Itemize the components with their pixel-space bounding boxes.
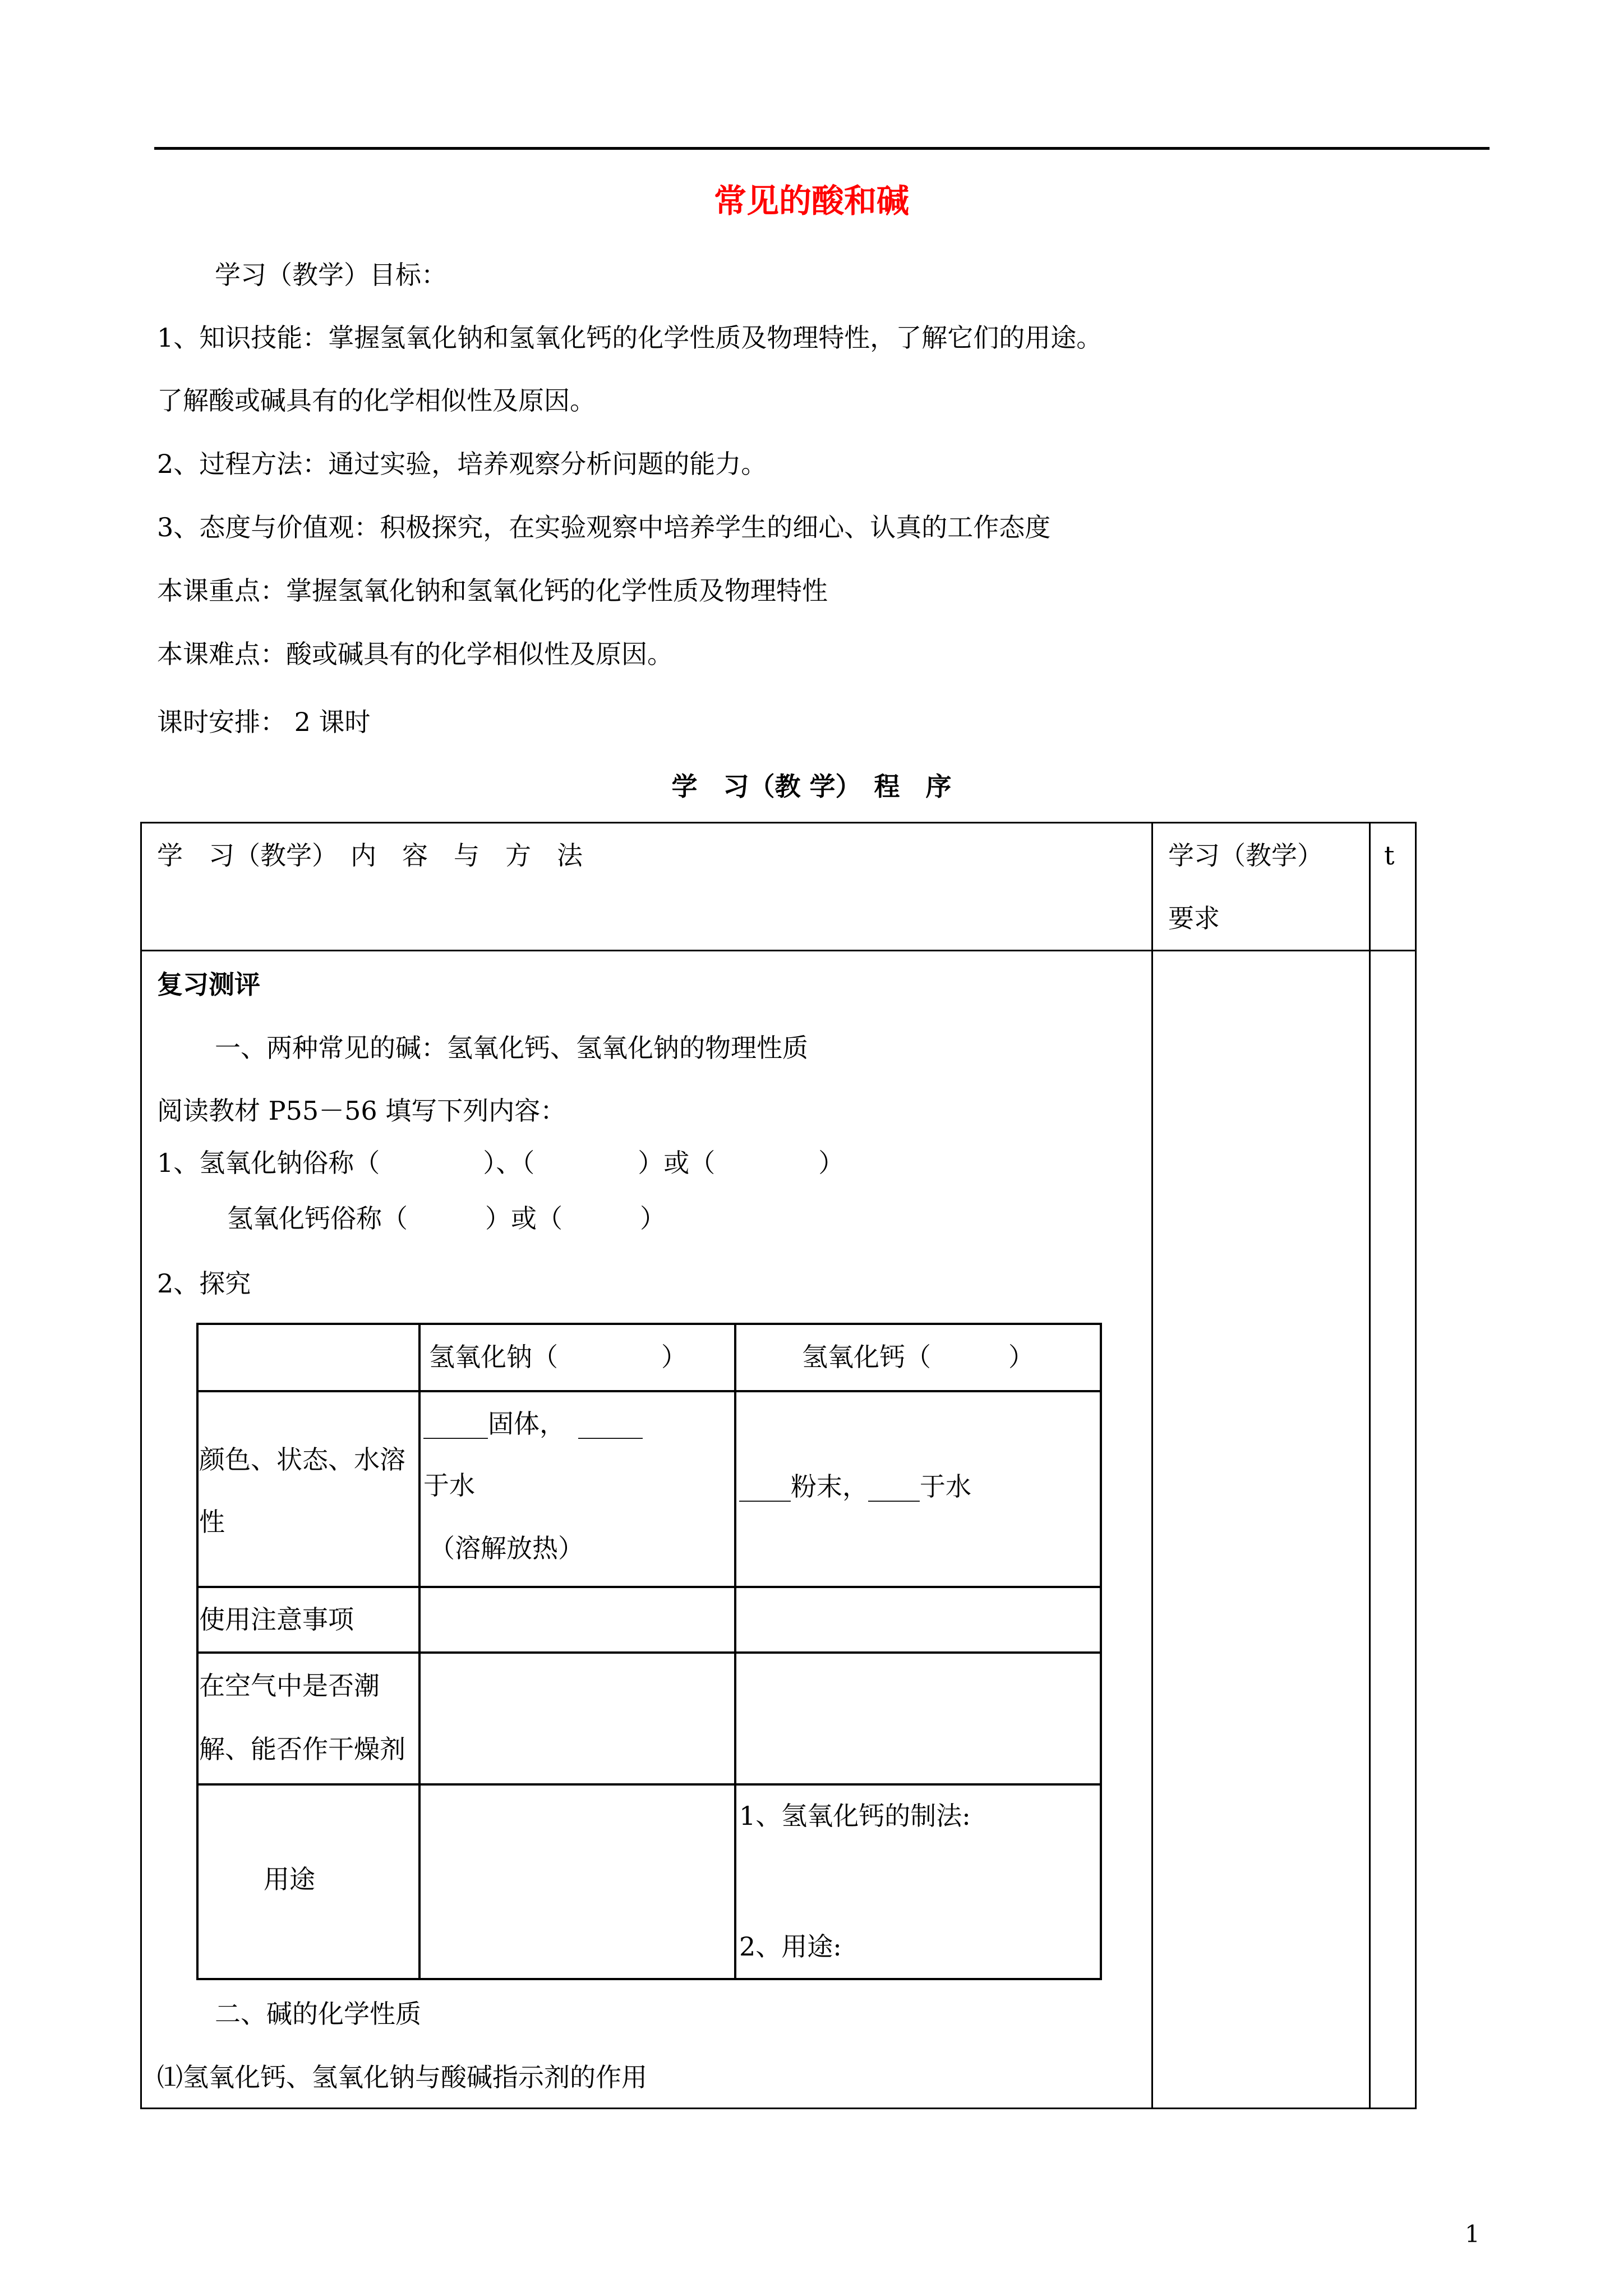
- question-caoh-names: 氢氧化钙俗称（ ）或（ ）: [227, 1203, 666, 1234]
- header-content-method: 学 习（教学） 内 容 与 方 法: [157, 840, 583, 871]
- naoh-dissolve-note: （溶解放热）: [429, 1533, 584, 1563]
- caoh-appearance-blank: ____粉末，____于水: [739, 1471, 971, 1502]
- table-divider-col2: [1151, 822, 1153, 2109]
- caoh-preparation: 1、氢氧化钙的制法:: [739, 1801, 971, 1831]
- caoh-uses: 2、用途:: [739, 1931, 842, 1962]
- header-requirements-cont: 要求: [1168, 903, 1220, 933]
- page-number: 1: [1465, 2220, 1480, 2248]
- procedure-title: 学 习（教 学） 程 序: [671, 771, 952, 802]
- explore-header-naoh: 氢氧化钠（ ）: [429, 1342, 687, 1372]
- row-precautions-label: 使用注意事项: [199, 1604, 354, 1635]
- indicator-item: ⑴氢氧化钙、氢氧化钠与酸碱指示剂的作用: [157, 2062, 647, 2092]
- objectives-heading: 学习（教学）目标：: [215, 260, 447, 290]
- objective-knowledge: 1、知识技能：掌握氢氧化钠和氢氧化钙的化学性质及物理特性，了解它们的用途。: [157, 323, 1103, 353]
- explore-row-divider-1: [196, 1390, 1102, 1392]
- table-header-divider: [140, 950, 1417, 951]
- explore-row-divider-4: [196, 1783, 1102, 1786]
- table-divider-col3: [1369, 822, 1371, 2109]
- row-appearance-label-cont: 性: [199, 1507, 225, 1537]
- lesson-focus: 本课重点：掌握氢氧化钠和氢氧化钙的化学性质及物理特性: [157, 576, 828, 606]
- document-title: 常见的酸和碱: [713, 182, 909, 220]
- naoh-appearance-blank-cont: 于水: [423, 1470, 475, 1501]
- explore-row-divider-3: [196, 1651, 1102, 1654]
- row-deliquescence-label-cont: 解、能否作干燥剂: [199, 1734, 405, 1764]
- lesson-difficulty: 本课难点：酸或碱具有的化学相似性及原因。: [157, 639, 673, 669]
- section-physical-properties: 一、两种常见的碱：氢氧化钙、氢氧化钠的物理性质: [215, 1033, 808, 1063]
- objective-attitude: 3、态度与价值观：积极探究，在实验观察中培养学生的细心、认真的工作态度: [157, 512, 1051, 542]
- header-rule: [154, 147, 1490, 150]
- explore-header-caoh: 氢氧化钙（ ）: [802, 1342, 1034, 1372]
- explore-row-divider-2: [196, 1586, 1102, 1588]
- row-uses-label: 用途: [264, 1864, 315, 1894]
- header-requirements: 学习（教学）: [1168, 840, 1323, 871]
- review-heading: 复习测评: [157, 969, 260, 1000]
- lesson-schedule: 课时安排： 2 课时: [157, 707, 371, 737]
- objective-knowledge-cont: 了解酸或碱具有的化学相似性及原因。: [157, 385, 596, 416]
- objective-process: 2、过程方法：通过实验，培养观察分析问题的能力。: [157, 449, 767, 479]
- row-appearance-label: 颜色、状态、水溶: [199, 1444, 405, 1475]
- reading-instruction: 阅读教材 P55－56 填写下列内容：: [157, 1096, 566, 1126]
- row-deliquescence-label: 在空气中是否潮: [199, 1671, 380, 1701]
- naoh-appearance-blank: _____固体， _____: [423, 1409, 643, 1439]
- question-naoh-names: 1、氢氧化钠俗称（ ）、（ ）或（ ）: [157, 1148, 845, 1178]
- explore-heading: 2、探究: [157, 1268, 251, 1299]
- section-chemical-properties: 二、碱的化学性质: [215, 1999, 421, 2029]
- header-time: t: [1384, 840, 1395, 871]
